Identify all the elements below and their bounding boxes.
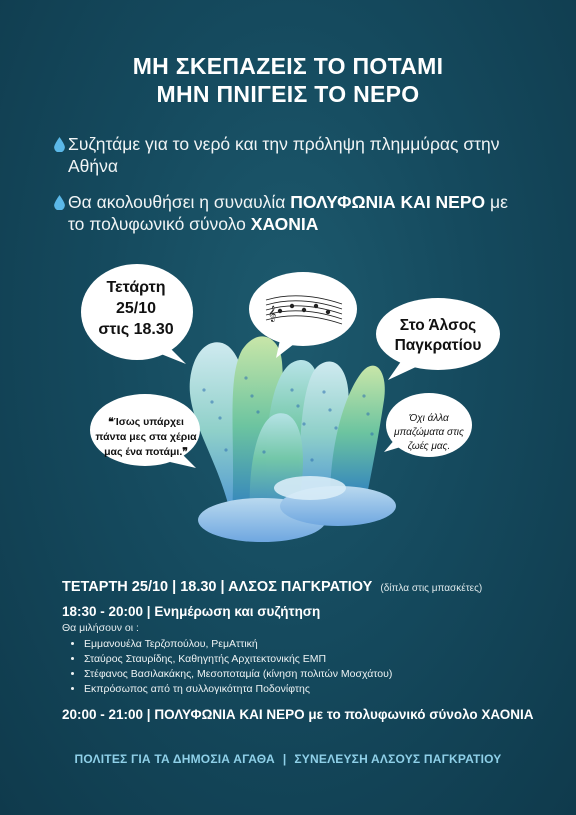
schedule-header bbox=[62, 579, 532, 595]
discussion-block-title: 18:30 - 20:00 | Ενημέρωση και συζήτηση bbox=[62, 604, 321, 619]
title-line-2: ΜΗΝ ΠΝΙΓΕΙΣ ΤΟ ΝΕΡΟ bbox=[156, 81, 420, 107]
speaker-item: • Σταύρος Σταυρίδης, Καθηγητής Αρχιτεκτονικής ΕΜΠ bbox=[84, 652, 532, 667]
concert-block-title: 20:00 - 21:00 | ΠΟΛΥΦΩΝΙΑ ΚΑΙ ΝΕΡΟ με το πολυφωνικό σύνολο ΧΑΟΝΙΑ bbox=[62, 707, 534, 722]
bubble-quote-left-text: ❝Ίσως υπάρχει πάντα μες στα χέρια μας ένα ποτάμι.❞ bbox=[95, 416, 197, 458]
footer-org-2: ΣΥΝΕΛΕΥΣΗ ΑΛΣΟΥΣ ΠΑΓΚΡΑΤΙΟΥ bbox=[294, 752, 502, 766]
ensemble-name: ΧΑΟΝΙΑ bbox=[250, 214, 319, 234]
speaker-item: • Εκπρόσωπος από τη συλλογικότητα Ποδονίφτης bbox=[84, 682, 532, 697]
footer bbox=[0, 752, 576, 766]
schedule bbox=[62, 579, 532, 697]
schedule-header-text: ΤΕΤΑΡΤΗ 25/10 | 18.30 | ΑΛΣΟΣ ΠΑΓΚΡΑΤΙΟΥ bbox=[62, 579, 373, 595]
footer-separator: | bbox=[282, 752, 287, 766]
footer-org-1: ΠΟΛΙΤΕΣ ΓΙΑ ΤΑ ΔΗΜΟΣΙΑ ΑΓΑΘΑ bbox=[74, 752, 275, 766]
speaker-item: • Στέφανος Βασιλακάκης, Μεσοποταμία (κίνηση πολιτών Μοσχάτου) bbox=[84, 667, 532, 682]
schedule-header-note: (δίπλα στις μπασκέτες) bbox=[380, 583, 483, 594]
speaker-item: • Εμμανουέλα Τερζοπούλου, ΡεμΑττική bbox=[84, 637, 532, 652]
event-day: Τετάρτη bbox=[106, 279, 166, 296]
event-date: 25/10 bbox=[115, 300, 157, 317]
coral-rocks bbox=[190, 336, 396, 542]
place-line-1: Στο Άλσος bbox=[399, 317, 477, 334]
title-line-1: ΜΗ ΣΚΕΠΑΖΕΙΣ ΤΟ ΠΟΤΑΜΙ bbox=[132, 53, 444, 79]
event-time: στις 18.30 bbox=[98, 321, 174, 338]
speakers-list bbox=[62, 637, 532, 697]
bubble-place-text bbox=[380, 316, 496, 356]
bubble-date-text bbox=[86, 277, 186, 340]
bullet-concert-mid: με το πολυφωνικό σύνολο bbox=[68, 192, 508, 234]
bullet-concert-pre: Θα ακολουθήσει η συναυλία bbox=[68, 192, 291, 212]
concert-name: ΠΟΛΥΦΩΝΙΑ ΚΑΙ ΝΕΡΟ bbox=[290, 192, 486, 212]
place-line-2: Παγκρατίου bbox=[394, 337, 482, 354]
speakers-intro: Θα μιλήσουν οι : bbox=[62, 622, 139, 634]
bubble-quote-right-text: Όχι άλλα μπαζώματα στις ζωές μας. bbox=[394, 413, 464, 452]
bullet-discussion-text: Συζητάμε για το νερό και την πρόληψη πλημμύρας στην Αθήνα bbox=[68, 134, 500, 176]
svg-text:𝄞: 𝄞 bbox=[268, 306, 277, 322]
